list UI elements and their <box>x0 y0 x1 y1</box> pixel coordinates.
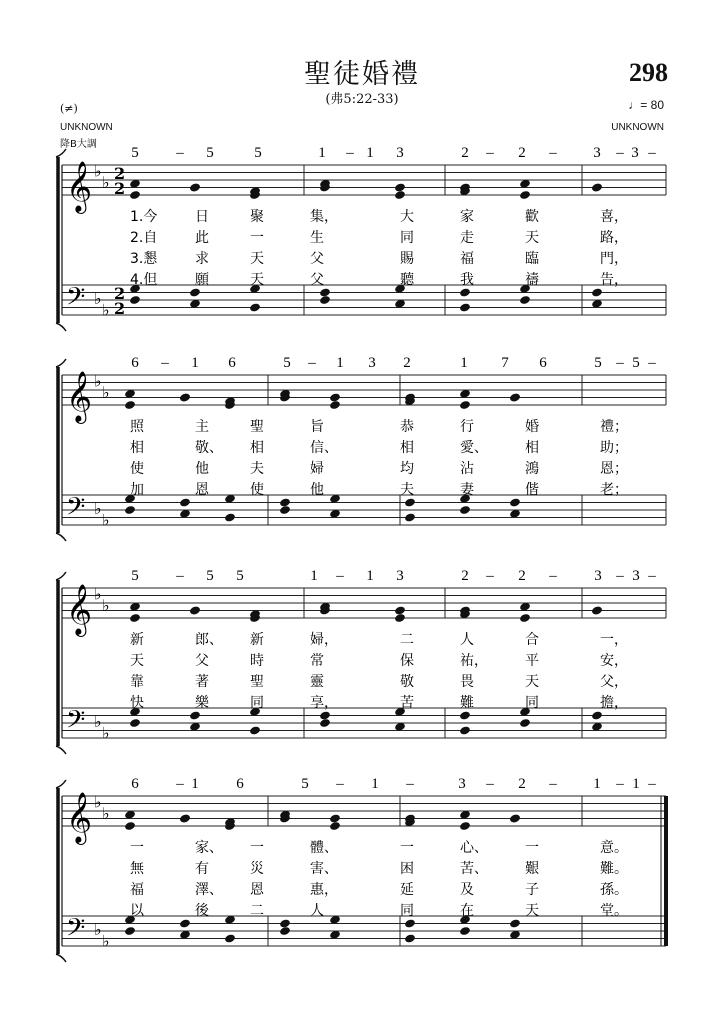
lyric-syllable: 2.自 <box>130 230 158 246</box>
bass-notehead <box>319 287 331 297</box>
lyric-syllable: 人 <box>310 903 324 919</box>
lyric-syllable: 恩 <box>250 882 264 898</box>
treble-notehead <box>591 605 603 615</box>
bass-notehead <box>459 302 471 312</box>
lyric-syllable: 他 <box>195 461 209 477</box>
bass-notehead <box>249 725 261 735</box>
lyric-syllable: 1.今 <box>130 209 158 225</box>
jianpu-note: 5 <box>283 355 291 371</box>
lyric-syllable: 天 <box>250 251 264 267</box>
flat-icon: ♭ <box>102 595 110 615</box>
flat-icon: ♭ <box>102 510 110 530</box>
lyric-syllable: 苦 <box>400 695 414 711</box>
jianpu-note: 1 <box>371 776 379 792</box>
jianpu-note: 3 <box>632 568 640 584</box>
jianpu-note: 5 <box>131 568 139 584</box>
lyric-syllable: 延 <box>400 882 414 898</box>
treble-notehead <box>189 182 201 192</box>
jianpu-note: – <box>486 145 494 161</box>
lyric-syllable: 一 <box>525 840 539 856</box>
treble-notehead <box>189 605 201 615</box>
flat-icon: ♭ <box>94 499 102 518</box>
lyric-syllable: 3.懇 <box>130 251 158 267</box>
symbol-mark: (≠) <box>60 102 78 115</box>
treble-notehead <box>394 613 406 623</box>
lyric-syllable: 同 <box>400 230 414 246</box>
lyric-syllable: 合 <box>525 632 539 648</box>
treble-notehead <box>329 392 341 402</box>
flat-icon: ♭ <box>102 382 110 402</box>
treble-clef-icon: 𝄞 <box>66 584 93 635</box>
lyric-syllable: 日 <box>195 209 209 225</box>
bass-notehead <box>459 926 471 936</box>
jianpu-note: 3 <box>594 568 602 584</box>
flat-icon: ♭ <box>102 172 110 192</box>
jianpu-note: 6 <box>539 355 547 371</box>
lyric-syllable: 相 <box>525 440 539 456</box>
bass-notehead <box>129 718 141 728</box>
lyric-syllable: 使 <box>130 461 144 477</box>
treble-notehead <box>394 190 406 200</box>
flat-icon: ♭ <box>94 161 102 181</box>
lyric-syllable: 告， <box>600 272 628 288</box>
jianpu-note: – <box>616 145 624 161</box>
lyric-syllable: 行 <box>460 419 474 435</box>
jianpu-note: 1 <box>460 355 468 371</box>
bass-notehead <box>319 718 331 728</box>
jianpu-note: 1 <box>310 568 318 584</box>
jianpu-note: – <box>336 776 344 792</box>
bass-notehead <box>319 710 331 720</box>
lyric-syllable: 享， <box>310 695 338 711</box>
lyric-syllable: 大 <box>400 209 414 225</box>
jianpu-note: 1 <box>366 145 374 161</box>
jianpu-note: – <box>648 355 656 371</box>
time-signature-digit: 2 <box>114 284 126 303</box>
lyric-syllable: 安， <box>600 653 628 669</box>
time-signature-digit: 2 <box>114 299 126 318</box>
lyric-syllable: 福 <box>130 882 144 898</box>
treble-notehead <box>179 392 191 402</box>
flat-icon: ♭ <box>102 931 110 951</box>
bass-notehead <box>279 505 291 515</box>
lyric-syllable: 臨 <box>525 251 539 267</box>
treble-notehead <box>591 182 603 192</box>
jianpu-note: 1 <box>191 355 199 371</box>
lyric-syllable: 天 <box>250 272 264 288</box>
lyric-syllable: 父 <box>195 653 209 669</box>
jianpu-note: 6 <box>131 776 139 792</box>
jianpu-note: 3 <box>631 145 639 161</box>
lyric-syllable: 沾 <box>460 461 474 477</box>
jianpu-note: 1 <box>632 776 640 792</box>
lyric-syllable: 夫 <box>250 461 264 477</box>
bass-notehead <box>591 287 603 297</box>
lyric-syllable: 二 <box>250 903 264 919</box>
flat-icon: ♭ <box>102 803 110 823</box>
lyric-syllable: 在 <box>460 903 474 919</box>
bass-notehead <box>189 710 201 720</box>
jianpu-note: 1 <box>191 776 199 792</box>
bass-clef-icon: 𝄢 <box>66 492 86 528</box>
jianpu-note: 6 <box>236 776 244 792</box>
lyric-syllable: 有 <box>195 861 209 877</box>
flat-icon: ♭ <box>102 300 110 320</box>
jianpu-note: – <box>336 568 344 584</box>
lyric-syllable: 此 <box>195 230 209 246</box>
flat-icon: ♭ <box>102 723 110 743</box>
lyric-syllable: 老； <box>600 482 628 498</box>
bass-notehead <box>279 497 291 507</box>
key-label: 降B大調 <box>60 139 97 150</box>
jianpu-note: 2 <box>461 568 469 584</box>
lyric-syllable: 快 <box>130 695 144 711</box>
jianpu-note: 1 <box>318 145 326 161</box>
lyric-syllable: 惠， <box>310 882 338 898</box>
lyric-syllable: 一， <box>600 632 628 648</box>
lyric-syllable: 夫 <box>400 482 414 498</box>
flat-icon: ♭ <box>94 712 102 731</box>
lyric-syllable: 平 <box>525 653 539 669</box>
lyric-syllable: 以 <box>130 903 144 919</box>
lyric-syllable: 後 <box>195 903 209 919</box>
bass-notehead <box>519 295 531 305</box>
jianpu-note: – <box>648 568 656 584</box>
lyric-syllable: 走 <box>460 230 474 246</box>
lyric-syllable: 父 <box>310 251 324 267</box>
lyric-syllable: 意。 <box>600 840 628 856</box>
time-signature-digit: 2 <box>114 179 126 198</box>
lyric-syllable: 愛、 <box>460 440 488 456</box>
treble-clef-icon: 𝄞 <box>66 792 93 843</box>
hymn-number: 298 <box>629 58 668 87</box>
bass-clef-icon: 𝄢 <box>66 705 86 741</box>
treble-notehead <box>459 400 471 410</box>
lyric-syllable: 恭 <box>400 419 414 435</box>
lyric-syllable: 父 <box>310 272 324 288</box>
jianpu-note: – <box>486 776 494 792</box>
lyric-syllable: 難。 <box>600 861 628 877</box>
jianpu-note: 3 <box>593 145 601 161</box>
jianpu-note: 6 <box>131 355 139 371</box>
lyric-syllable: 無 <box>130 861 144 877</box>
flat-icon: ♭ <box>94 289 102 308</box>
lyric-syllable: 祐， <box>460 653 488 669</box>
jianpu-note: 5 <box>594 355 602 371</box>
lyric-syllable: 靠 <box>130 674 144 690</box>
jianpu-note: 2 <box>403 355 411 371</box>
lyric-syllable: 天 <box>525 903 539 919</box>
jianpu-note: 5 <box>254 145 262 161</box>
jianpu-note: 3 <box>458 776 466 792</box>
jianpu-note: 2 <box>518 776 526 792</box>
lyric-syllable: 著 <box>195 674 209 690</box>
lyric-syllable: 天 <box>130 653 144 669</box>
lyric-syllable: 心、 <box>460 840 488 856</box>
hymn-title: 聖徒婚禮 <box>304 59 420 90</box>
lyric-syllable: 我 <box>460 272 474 288</box>
lyric-syllable: 路， <box>600 230 628 246</box>
lyric-syllable: 願 <box>195 272 209 288</box>
bass-notehead <box>404 497 416 507</box>
composer-label: UNKNOWN <box>60 122 113 133</box>
lyric-syllable: 門， <box>600 251 628 267</box>
jianpu-note: – <box>308 355 316 371</box>
jianpu-note: 5 <box>632 355 640 371</box>
jianpu-note: 1 <box>593 776 601 792</box>
lyric-syllable: 婦， <box>310 632 338 648</box>
lyric-syllable: 敬、 <box>195 440 223 456</box>
jianpu-note: – <box>486 568 494 584</box>
jianpu-note: – <box>549 776 557 792</box>
lyric-syllable: 困 <box>400 861 414 877</box>
bass-clef-icon: 𝄢 <box>66 913 86 949</box>
lyric-syllable: 害、 <box>310 861 338 877</box>
lyric-syllable: 家、 <box>195 840 223 856</box>
lyric-syllable: 敬 <box>400 674 414 690</box>
lyric-syllable: 喜， <box>600 209 628 225</box>
bass-notehead <box>124 926 136 936</box>
lyric-syllable: 難 <box>460 695 474 711</box>
lyric-syllable: 澤、 <box>195 882 223 898</box>
lyric-syllable: 他 <box>310 482 324 498</box>
lyric-syllable: 一 <box>400 840 414 856</box>
lyric-syllable: 賜 <box>400 251 414 267</box>
jianpu-note: 2 <box>518 145 526 161</box>
treble-notehead <box>329 813 341 823</box>
lyric-syllable: 保 <box>400 653 414 669</box>
lyric-syllable: 人 <box>460 632 474 648</box>
lyric-syllable: 恩； <box>600 461 628 477</box>
scripture-reference: (弗5:22-33) <box>325 92 399 107</box>
lyric-syllable: 婚 <box>525 419 539 435</box>
lyric-syllable: 家 <box>460 209 474 225</box>
lyric-syllable: 旨 <box>310 419 324 435</box>
lyric-syllable: 父， <box>600 674 628 690</box>
bass-notehead <box>591 710 603 720</box>
treble-notehead <box>394 182 406 192</box>
lyric-syllable: 聽 <box>400 272 414 288</box>
lyric-syllable: 體、 <box>310 840 338 856</box>
bass-notehead <box>404 512 416 522</box>
lyric-syllable: 禮； <box>600 419 628 435</box>
treble-notehead <box>329 821 341 831</box>
lyric-syllable: 恩 <box>195 482 209 498</box>
jianpu-note: 3 <box>396 145 404 161</box>
treble-notehead <box>179 813 191 823</box>
lyric-syllable: 同 <box>400 903 414 919</box>
jianpu-note: – <box>648 145 656 161</box>
treble-clef-icon: 𝄞 <box>66 161 93 212</box>
bass-notehead <box>404 933 416 943</box>
bass-notehead <box>459 287 471 297</box>
jianpu-note: 5 <box>236 568 244 584</box>
bass-notehead <box>404 918 416 928</box>
treble-notehead <box>124 400 136 410</box>
lyric-syllable: 信、 <box>310 440 338 456</box>
jianpu-note: 1 <box>366 568 374 584</box>
lyric-syllable: 擔， <box>600 695 628 711</box>
lyric-syllable: 加 <box>130 482 144 498</box>
treble-notehead <box>509 392 521 402</box>
lyric-syllable: 妻 <box>460 482 474 498</box>
jianpu-note: 6 <box>228 355 236 371</box>
lyric-syllable: 孫。 <box>600 882 628 898</box>
flat-icon: ♭ <box>94 920 102 939</box>
bass-notehead <box>519 718 531 728</box>
bass-notehead <box>459 710 471 720</box>
bass-notehead <box>189 287 201 297</box>
lyric-syllable: 及 <box>460 882 474 898</box>
jianpu-note: – <box>176 776 184 792</box>
jianpu-note: – <box>616 355 624 371</box>
lyric-syllable: 聖 <box>250 674 264 690</box>
treble-notehead <box>329 400 341 410</box>
jianpu-note: 5 <box>206 145 214 161</box>
arranger-label: UNKNOWN <box>611 122 664 133</box>
treble-notehead <box>519 613 531 623</box>
lyric-syllable: 求 <box>195 251 209 267</box>
jianpu-note: – <box>549 568 557 584</box>
lyric-syllable: 照 <box>130 419 144 435</box>
lyric-syllable: 子 <box>525 882 539 898</box>
lyric-syllable: 相 <box>130 440 144 456</box>
lyric-syllable: 天 <box>525 230 539 246</box>
bass-notehead <box>224 512 236 522</box>
lyric-syllable: 同 <box>250 695 264 711</box>
time-signature-digit: 2 <box>114 164 126 183</box>
lyric-syllable: 堂。 <box>600 903 628 919</box>
bass-notehead <box>459 725 471 735</box>
lyric-syllable: 相 <box>250 440 264 456</box>
tempo-marking: ♩= 80 <box>628 98 664 112</box>
jianpu-note: 7 <box>501 355 509 371</box>
lyric-syllable: 一 <box>250 840 264 856</box>
jianpu-note: – <box>176 145 184 161</box>
lyric-syllable: 鴻 <box>525 461 539 477</box>
bass-notehead <box>249 302 261 312</box>
lyric-syllable: 一 <box>130 840 144 856</box>
bass-notehead <box>179 918 191 928</box>
lyric-syllable: 婦 <box>310 461 324 477</box>
lyric-syllable: 助； <box>600 440 628 456</box>
jianpu-note: – <box>549 145 557 161</box>
treble-notehead <box>394 605 406 615</box>
treble-notehead <box>129 613 141 623</box>
lyric-syllable: 偕 <box>525 482 539 498</box>
lyric-syllable: 新 <box>250 632 264 648</box>
flat-icon: ♭ <box>94 792 102 812</box>
jianpu-note: – <box>648 776 656 792</box>
jianpu-note: 1 <box>336 355 344 371</box>
lyric-syllable: 禱 <box>525 272 539 288</box>
jianpu-note: 3 <box>396 568 404 584</box>
jianpu-note: 2 <box>461 145 469 161</box>
lyric-syllable: 二 <box>400 632 414 648</box>
lyric-syllable: 聚 <box>250 209 264 225</box>
bass-notehead <box>124 505 136 515</box>
treble-notehead <box>519 190 531 200</box>
bass-notehead <box>279 918 291 928</box>
bass-notehead <box>459 505 471 515</box>
treble-notehead <box>509 813 521 823</box>
lyric-syllable: 使 <box>250 482 264 498</box>
lyric-syllable: 新 <box>130 632 144 648</box>
lyric-syllable: 畏 <box>460 674 474 690</box>
lyric-syllable: 歡 <box>525 209 539 225</box>
lyric-syllable: 一 <box>250 230 264 246</box>
lyric-syllable: 4.但 <box>130 272 158 288</box>
lyric-syllable: 生 <box>310 230 324 246</box>
treble-notehead <box>459 821 471 831</box>
lyric-syllable: 靈 <box>310 674 324 690</box>
treble-notehead <box>124 821 136 831</box>
jianpu-note: – <box>346 145 354 161</box>
flat-icon: ♭ <box>94 584 102 604</box>
lyric-syllable: 均 <box>400 461 414 477</box>
jianpu-note: 3 <box>368 355 376 371</box>
lyric-syllable: 艱 <box>525 861 539 877</box>
bass-notehead <box>509 497 521 507</box>
lyric-syllable: 郎、 <box>195 632 223 648</box>
lyric-syllable: 相 <box>400 440 414 456</box>
jianpu-note: – <box>176 568 184 584</box>
lyric-syllable: 福 <box>460 251 474 267</box>
jianpu-note: – <box>161 355 169 371</box>
lyric-syllable: 時 <box>250 653 264 669</box>
lyric-syllable: 同 <box>525 695 539 711</box>
jianpu-note: 5 <box>301 776 309 792</box>
lyric-syllable: 樂 <box>195 695 209 711</box>
bass-notehead <box>319 295 331 305</box>
bass-clef-icon: 𝄢 <box>66 282 86 318</box>
treble-notehead <box>129 190 141 200</box>
jianpu-note: – <box>616 776 624 792</box>
bass-notehead <box>224 933 236 943</box>
lyric-syllable: 天 <box>525 674 539 690</box>
treble-clef-icon: 𝄞 <box>66 371 93 422</box>
bass-notehead <box>179 497 191 507</box>
lyric-syllable: 災 <box>250 861 264 877</box>
lyric-syllable: 主 <box>195 419 209 435</box>
jianpu-note: 5 <box>131 145 139 161</box>
lyric-syllable: 集， <box>310 209 338 225</box>
jianpu-note: 2 <box>518 568 526 584</box>
bass-notehead <box>279 926 291 936</box>
lyric-syllable: 常 <box>310 653 324 669</box>
lyric-syllable: 聖 <box>250 419 264 435</box>
bass-notehead <box>129 295 141 305</box>
jianpu-note: – <box>406 776 414 792</box>
lyric-syllable: 苦、 <box>460 861 488 877</box>
flat-icon: ♭ <box>94 371 102 391</box>
jianpu-note: – <box>616 568 624 584</box>
bass-notehead <box>509 918 521 928</box>
jianpu-note: 5 <box>206 568 214 584</box>
